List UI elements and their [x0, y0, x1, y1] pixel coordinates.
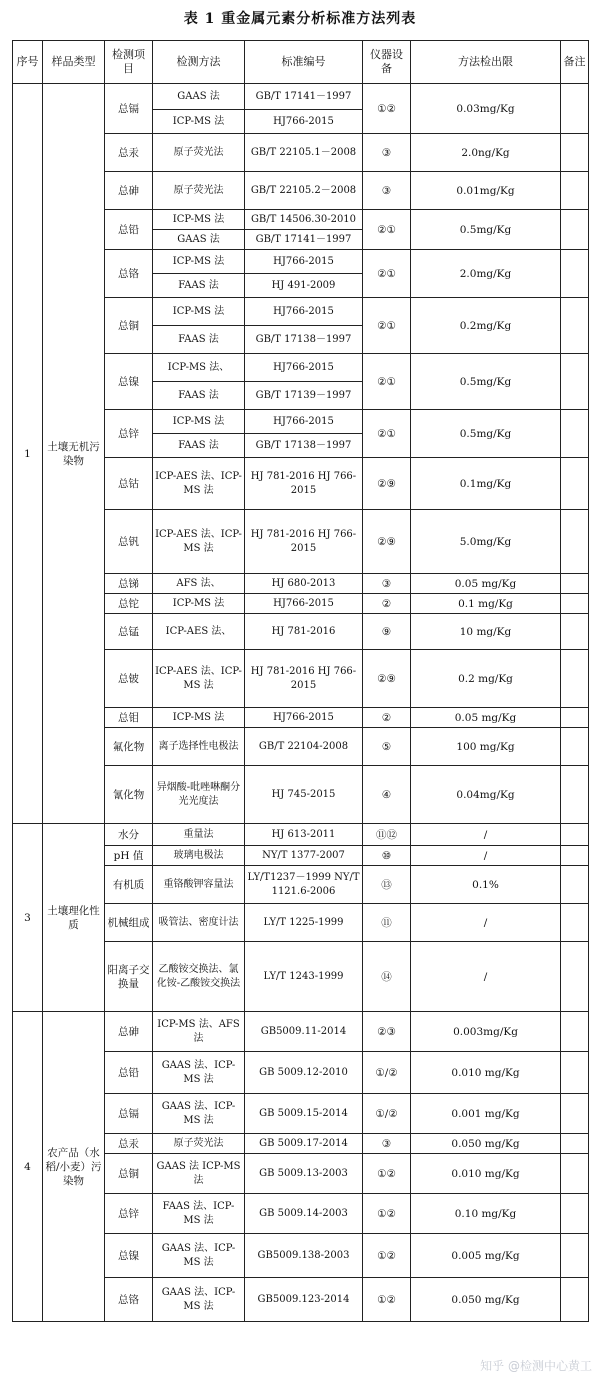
- device-cell: ①/②: [363, 1052, 411, 1094]
- method-cell: GAAS 法: [153, 230, 245, 250]
- method-cell: FAAS 法: [153, 382, 245, 410]
- standard-number-cell: GB/T 17138－1997: [245, 326, 363, 354]
- method-cell: GAAS 法: [153, 84, 245, 110]
- table-title: 表 1 重金属元素分析标准方法列表: [183, 11, 417, 27]
- standard-number-cell: GB 5009.12-2010: [245, 1052, 363, 1094]
- device-cell: ③: [363, 172, 411, 210]
- method-cell: ICP-AES 法、ICP-MS 法: [153, 650, 245, 708]
- device-cell: ②: [363, 594, 411, 614]
- device-cell: ⑪: [363, 904, 411, 942]
- device-cell: ①/②: [363, 1094, 411, 1134]
- sample-type-cell: 土壤理化性质: [43, 824, 105, 1012]
- standard-number-cell: HJ 781-2016: [245, 614, 363, 650]
- detection-limit-cell: 0.2 mg/Kg: [411, 650, 561, 708]
- remark-cell: [561, 1154, 589, 1194]
- device-cell: ⑭: [363, 942, 411, 1012]
- method-cell: GAAS 法、ICP-MS 法: [153, 1052, 245, 1094]
- detection-limit-cell: 0.10 mg/Kg: [411, 1194, 561, 1234]
- remark-cell: [561, 728, 589, 766]
- remark-cell: [561, 510, 589, 574]
- device-cell: ②①: [363, 298, 411, 354]
- remark-cell: [561, 250, 589, 298]
- method-cell: 原子荧光法: [153, 1134, 245, 1154]
- method-cell: ICP-MS 法: [153, 708, 245, 728]
- remark-cell: [561, 1278, 589, 1322]
- method-cell: 乙酸铵交换法、氯化铵-乙酸铵交换法: [153, 942, 245, 1012]
- detection-limit-cell: 0.04mg/Kg: [411, 766, 561, 824]
- device-cell: ②③: [363, 1012, 411, 1052]
- method-cell: GAAS 法、ICP-MS 法: [153, 1094, 245, 1134]
- test-item-cell: 水分: [105, 824, 153, 846]
- method-cell: 异烟酸-吡唑啉酮分光光度法: [153, 766, 245, 824]
- test-item-cell: 总砷: [105, 172, 153, 210]
- method-cell: ICP-MS 法、: [153, 354, 245, 382]
- remark-cell: [561, 458, 589, 510]
- remark-cell: [561, 1094, 589, 1134]
- method-cell: 吸管法、密度计法: [153, 904, 245, 942]
- detection-limit-cell: 0.010 mg/Kg: [411, 1052, 561, 1094]
- standard-number-cell: HJ 613-2011: [245, 824, 363, 846]
- standard-number-cell: GB/T 17141－1997: [245, 84, 363, 110]
- method-cell: 重量法: [153, 824, 245, 846]
- test-item-cell: 总砷: [105, 1012, 153, 1052]
- standard-number-cell: GB 5009.13-2003: [245, 1154, 363, 1194]
- standard-number-cell: HJ 745-2015: [245, 766, 363, 824]
- device-cell: ②①: [363, 354, 411, 410]
- header-cell: 备注: [561, 41, 589, 84]
- device-cell: ⑪⑫: [363, 824, 411, 846]
- method-cell: GAAS 法 ICP-MS 法: [153, 1154, 245, 1194]
- detection-limit-cell: 0.050 mg/Kg: [411, 1134, 561, 1154]
- test-item-cell: 总钼: [105, 708, 153, 728]
- method-cell: 离子选择性电极法: [153, 728, 245, 766]
- standard-number-cell: HJ766-2015: [245, 594, 363, 614]
- method-cell: GAAS 法、ICP-MS 法: [153, 1234, 245, 1278]
- sample-type-cell: 农产品（水稻/小麦）污染物: [43, 1012, 105, 1322]
- standard-number-cell: GB5009.123-2014: [245, 1278, 363, 1322]
- test-item-cell: 总铜: [105, 298, 153, 354]
- standard-number-cell: GB/T 22105.2－2008: [245, 172, 363, 210]
- remark-cell: [561, 298, 589, 354]
- device-cell: ⑤: [363, 728, 411, 766]
- standard-number-cell: GB5009.138-2003: [245, 1234, 363, 1278]
- method-cell: ICP-MS 法: [153, 210, 245, 230]
- detection-limit-cell: 0.003mg/Kg: [411, 1012, 561, 1052]
- device-cell: ①②: [363, 1278, 411, 1322]
- method-cell: 原子荧光法: [153, 134, 245, 172]
- detection-limit-cell: 0.1%: [411, 866, 561, 904]
- remark-cell: [561, 904, 589, 942]
- method-cell: ICP-MS 法: [153, 298, 245, 326]
- test-item-cell: 总镍: [105, 354, 153, 410]
- method-cell: ICP-AES 法、ICP-MS 法: [153, 458, 245, 510]
- table-row: [13, 84, 589, 110]
- detection-limit-cell: 0.1mg/Kg: [411, 458, 561, 510]
- method-cell: 重铬酸钾容量法: [153, 866, 245, 904]
- method-cell: FAAS 法、ICP-MS 法: [153, 1194, 245, 1234]
- device-cell: ①②: [363, 1234, 411, 1278]
- method-cell: ICP-MS 法、AFS 法: [153, 1012, 245, 1052]
- method-cell: FAAS 法: [153, 274, 245, 298]
- test-item-cell: 总铜: [105, 1154, 153, 1194]
- remark-cell: [561, 1052, 589, 1094]
- device-cell: ②①: [363, 250, 411, 298]
- standard-number-cell: GB 5009.15-2014: [245, 1094, 363, 1134]
- test-item-cell: 总锌: [105, 410, 153, 458]
- header-row: [13, 41, 589, 84]
- remark-cell: [561, 614, 589, 650]
- detection-limit-cell: 0.1 mg/Kg: [411, 594, 561, 614]
- device-cell: ②①: [363, 210, 411, 250]
- detection-limit-cell: 0.010 mg/Kg: [411, 1154, 561, 1194]
- device-cell: ⑨: [363, 614, 411, 650]
- header-cell: 方法检出限: [411, 41, 561, 84]
- test-item-cell: 有机质: [105, 866, 153, 904]
- detection-limit-cell: 5.0mg/Kg: [411, 510, 561, 574]
- standard-number-cell: LY/T 1225-1999: [245, 904, 363, 942]
- method-cell: GAAS 法、ICP-MS 法: [153, 1278, 245, 1322]
- device-cell: ③: [363, 574, 411, 594]
- test-item-cell: 总铬: [105, 250, 153, 298]
- remark-cell: [561, 574, 589, 594]
- device-cell: ④: [363, 766, 411, 824]
- remark-cell: [561, 1234, 589, 1278]
- device-cell: ②①: [363, 410, 411, 458]
- test-item-cell: 总铬: [105, 1278, 153, 1322]
- test-item-cell: 总汞: [105, 1134, 153, 1154]
- device-cell: ③: [363, 1134, 411, 1154]
- test-item-cell: 总锰: [105, 614, 153, 650]
- test-item-cell: pH 值: [105, 846, 153, 866]
- detection-limit-cell: 0.05 mg/Kg: [411, 574, 561, 594]
- row-number-cell: 4: [13, 1012, 43, 1322]
- device-cell: ③: [363, 134, 411, 172]
- standard-number-cell: GB/T 17141－1997: [245, 230, 363, 250]
- header-cell: 序号: [13, 41, 43, 84]
- standard-number-cell: HJ 781-2016 HJ 766-2015: [245, 510, 363, 574]
- standard-number-cell: GB/T 17138－1997: [245, 434, 363, 458]
- standard-number-cell: GB/T 22105.1－2008: [245, 134, 363, 172]
- remark-cell: [561, 210, 589, 250]
- device-cell: ⑩: [363, 846, 411, 866]
- detection-limit-cell: 0.5mg/Kg: [411, 410, 561, 458]
- standard-number-cell: NY/T 1377-2007: [245, 846, 363, 866]
- method-cell: 原子荧光法: [153, 172, 245, 210]
- row-number-cell: 3: [13, 824, 43, 1012]
- remark-cell: [561, 594, 589, 614]
- method-cell: FAAS 法: [153, 434, 245, 458]
- detection-limit-cell: 0.001 mg/Kg: [411, 1094, 561, 1134]
- test-item-cell: 总汞: [105, 134, 153, 172]
- standard-number-cell: GB/T 14506.30-2010: [245, 210, 363, 230]
- detection-limit-cell: /: [411, 846, 561, 866]
- remark-cell: [561, 766, 589, 824]
- test-item-cell: 总锑: [105, 574, 153, 594]
- table-row: [13, 1012, 589, 1052]
- header-cell: 检测方法: [153, 41, 245, 84]
- standard-number-cell: HJ766-2015: [245, 110, 363, 134]
- remark-cell: [561, 846, 589, 866]
- device-cell: ②: [363, 708, 411, 728]
- device-cell: ②⑨: [363, 650, 411, 708]
- remark-cell: [561, 1012, 589, 1052]
- detection-limit-cell: 0.03mg/Kg: [411, 84, 561, 134]
- test-item-cell: 氰化物: [105, 766, 153, 824]
- test-item-cell: 总镉: [105, 84, 153, 134]
- method-cell: ICP-MS 法: [153, 110, 245, 134]
- remark-cell: [561, 708, 589, 728]
- watermark: 知乎 @检测中心黄工: [480, 1359, 592, 1373]
- detection-limit-cell: 10 mg/Kg: [411, 614, 561, 650]
- header-cell: 检测项目: [105, 41, 153, 84]
- detection-limit-cell: /: [411, 942, 561, 1012]
- header-cell: 标准编号: [245, 41, 363, 84]
- standard-number-cell: HJ766-2015: [245, 354, 363, 382]
- detection-limit-cell: 2.0mg/Kg: [411, 250, 561, 298]
- remark-cell: [561, 410, 589, 458]
- standard-number-cell: HJ766-2015: [245, 298, 363, 326]
- remark-cell: [561, 650, 589, 708]
- test-item-cell: 总铊: [105, 594, 153, 614]
- standard-number-cell: GB5009.11-2014: [245, 1012, 363, 1052]
- detection-limit-cell: /: [411, 904, 561, 942]
- method-cell: ICP-AES 法、ICP-MS 法: [153, 510, 245, 574]
- test-item-cell: 总锌: [105, 1194, 153, 1234]
- test-item-cell: 总铅: [105, 1052, 153, 1094]
- device-cell: ①②: [363, 1154, 411, 1194]
- standard-number-cell: HJ 781-2016 HJ 766-2015: [245, 458, 363, 510]
- device-cell: ②⑨: [363, 458, 411, 510]
- standard-number-cell: LY/T 1243-1999: [245, 942, 363, 1012]
- remark-cell: [561, 84, 589, 134]
- remark-cell: [561, 1194, 589, 1234]
- remark-cell: [561, 866, 589, 904]
- standard-number-cell: GB 5009.17-2014: [245, 1134, 363, 1154]
- remark-cell: [561, 1134, 589, 1154]
- remark-cell: [561, 942, 589, 1012]
- header-cell: 仪器设备: [363, 41, 411, 84]
- test-item-cell: 总铅: [105, 210, 153, 250]
- method-cell: ICP-MS 法: [153, 410, 245, 434]
- detection-limit-cell: 0.050 mg/Kg: [411, 1278, 561, 1322]
- remark-cell: [561, 824, 589, 846]
- standard-number-cell: HJ766-2015: [245, 708, 363, 728]
- method-cell: ICP-MS 法: [153, 594, 245, 614]
- standard-number-cell: LY/T1237－1999 NY/T 1121.6-2006: [245, 866, 363, 904]
- standard-number-cell: HJ766-2015: [245, 250, 363, 274]
- test-item-cell: 总镉: [105, 1094, 153, 1134]
- header-cell: 样品类型: [43, 41, 105, 84]
- standard-number-cell: GB/T 17139－1997: [245, 382, 363, 410]
- test-item-cell: 总钴: [105, 458, 153, 510]
- method-cell: FAAS 法: [153, 326, 245, 354]
- detection-limit-cell: 0.5mg/Kg: [411, 210, 561, 250]
- detection-limit-cell: 100 mg/Kg: [411, 728, 561, 766]
- test-item-cell: 氟化物: [105, 728, 153, 766]
- detection-limit-cell: 0.2mg/Kg: [411, 298, 561, 354]
- test-item-cell: 总铍: [105, 650, 153, 708]
- detection-limit-cell: 0.01mg/Kg: [411, 172, 561, 210]
- detection-limit-cell: 0.5mg/Kg: [411, 354, 561, 410]
- detection-limit-cell: 0.005 mg/Kg: [411, 1234, 561, 1278]
- sample-type-cell: 土壤无机污染物: [43, 84, 105, 824]
- test-item-cell: 阳离子交换量: [105, 942, 153, 1012]
- remark-cell: [561, 172, 589, 210]
- standard-number-cell: HJ 491-2009: [245, 274, 363, 298]
- method-cell: 玻璃电极法: [153, 846, 245, 866]
- standard-number-cell: GB/T 22104-2008: [245, 728, 363, 766]
- test-item-cell: 总钒: [105, 510, 153, 574]
- method-cell: ICP-AES 法、: [153, 614, 245, 650]
- remark-cell: [561, 134, 589, 172]
- table-row: [13, 824, 589, 846]
- standard-number-cell: GB 5009.14-2003: [245, 1194, 363, 1234]
- standard-number-cell: HJ766-2015: [245, 410, 363, 434]
- remark-cell: [561, 354, 589, 410]
- device-cell: ①②: [363, 84, 411, 134]
- standard-number-cell: HJ 680-2013: [245, 574, 363, 594]
- standard-number-cell: HJ 781-2016 HJ 766-2015: [245, 650, 363, 708]
- detection-limit-cell: 2.0ng/Kg: [411, 134, 561, 172]
- device-cell: ⑬: [363, 866, 411, 904]
- device-cell: ①②: [363, 1194, 411, 1234]
- test-item-cell: 机械组成: [105, 904, 153, 942]
- methods-table: [12, 40, 589, 1322]
- test-item-cell: 总镍: [105, 1234, 153, 1278]
- method-cell: AFS 法、: [153, 574, 245, 594]
- method-cell: ICP-MS 法: [153, 250, 245, 274]
- detection-limit-cell: /: [411, 824, 561, 846]
- row-number-cell: 1: [13, 84, 43, 824]
- device-cell: ②⑨: [363, 510, 411, 574]
- detection-limit-cell: 0.05 mg/Kg: [411, 708, 561, 728]
